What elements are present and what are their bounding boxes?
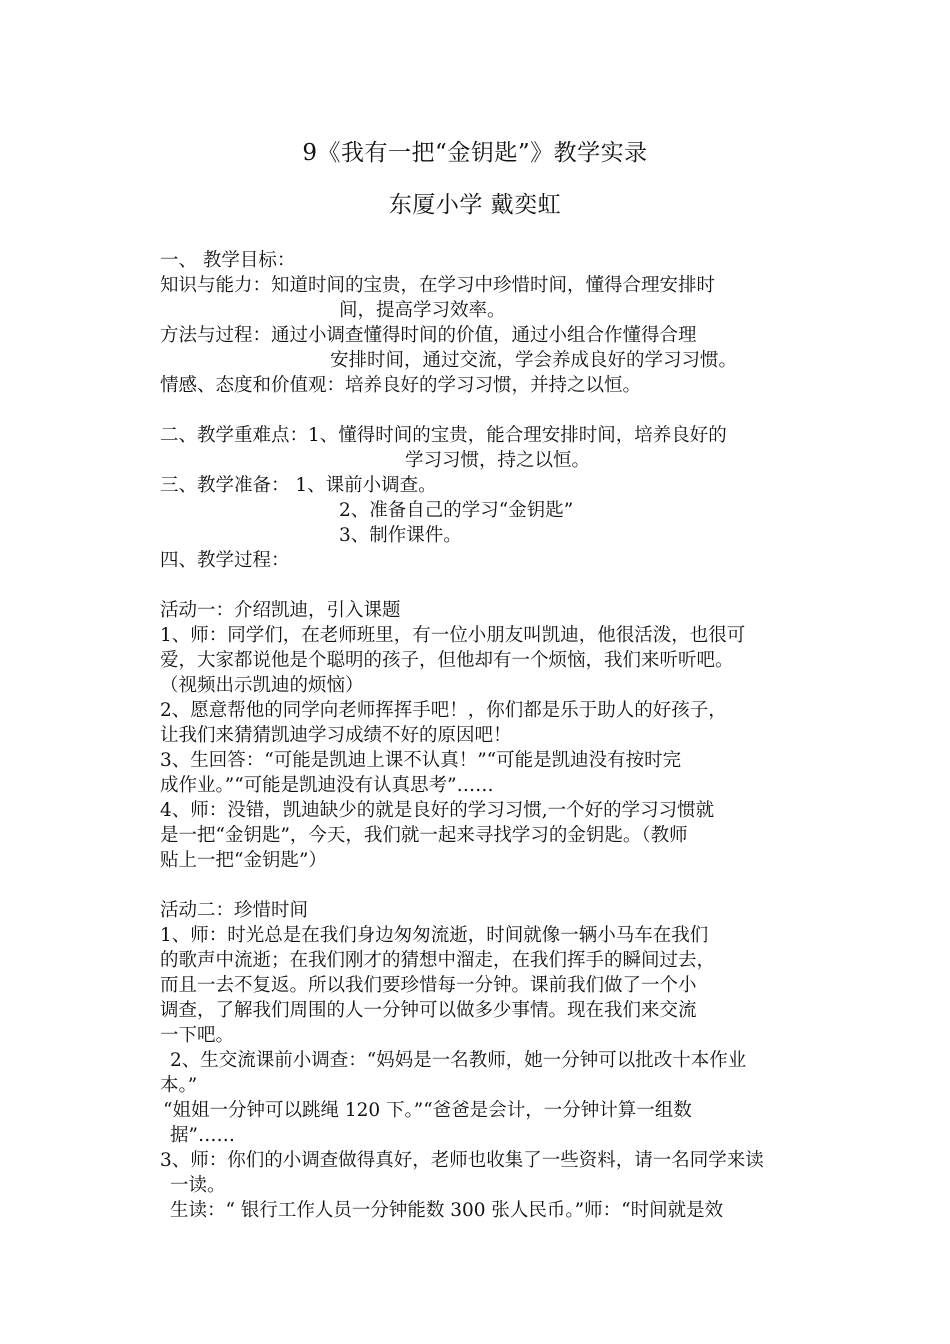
- text-line: 3、生回答：“可能是凯迪上课不认真！”“可能是凯迪没有按时完: [160, 750, 682, 771]
- text-line: 一、 教学目标：: [160, 250, 296, 271]
- text-line: 而且一去不复返。所以我们要珍惜每一分钟。课前我们做了一个小: [160, 975, 697, 996]
- text-line: 本。”: [160, 1075, 198, 1096]
- text-line: 成作业。”“可能是凯迪没有认真思考”……: [160, 775, 494, 796]
- text-line: 贴上一把“金钥匙”）: [160, 850, 327, 871]
- text-line: 调查，了解我们周围的人一分钟可以做多少事情。现在我们来交流: [160, 1000, 697, 1021]
- text-line: 三、教学准备： 1、课前小调查。: [160, 475, 437, 496]
- text-line: 让我们来猜猜凯迪学习成绩不好的原因吧！: [160, 725, 512, 746]
- text-line: 活动二：珍惜时间: [160, 900, 309, 921]
- text-line: 的歌声中流逝；在我们刚才的猜想中溜走，在我们挥手的瞬间过去，: [160, 950, 716, 971]
- text-line: 据”……: [170, 1125, 235, 1146]
- text-line: 2、准备自己的学习“金钥匙”: [339, 500, 574, 521]
- text-line: 是一把“金钥匙”，今天，我们就一起来寻找学习的金钥匙。（教师: [160, 825, 688, 846]
- text-line: 四、教学过程：: [160, 550, 290, 571]
- text-line: 爱，大家都说他是个聪明的孩子，但他却有一个烦恼，我们来听听吧。: [160, 650, 734, 671]
- text-line: 2、愿意帮他的同学向老师挥挥手吧！，你们都是乐于助人的好孩子，: [160, 700, 727, 721]
- text-line: 生读：“ 银行工作人员一分钟能数 300 张人民币。”师：“时间就是效: [170, 1200, 724, 1221]
- text-line: “姐姐一分钟可以跳绳 120 下。”“爸爸是会计，一分钟计算一组数: [163, 1100, 692, 1121]
- text-line: （视频出示凯迪的烦恼）: [160, 675, 364, 696]
- text-line: 一下吧。: [160, 1025, 235, 1046]
- text-line: 知识与能力：知道时间的宝贵，在学习中珍惜时间，懂得合理安排时: [160, 275, 716, 296]
- text-line: 情感、态度和价值观：培养良好的学习习惯，并持之以恒。: [160, 375, 642, 396]
- text-line: 学习习惯，持之以恒。: [405, 450, 591, 471]
- text-line: 4、师：没错，凯迪缺少的就是良好的学习习惯,一个好的学习习惯就: [160, 800, 715, 821]
- text-line: 一读。: [170, 1175, 226, 1196]
- document-author: 东厦小学 戴奕虹: [388, 192, 562, 218]
- text-line: 间，提高学习效率。: [339, 300, 506, 321]
- text-line: 1、师：时光总是在我们身边匆匆流逝，时间就像一辆小马车在我们: [160, 925, 709, 946]
- document-title: 9《我有一把“金钥匙”》教学实录: [302, 140, 648, 166]
- text-line: 活动一：介绍凯迪，引入课题: [160, 600, 401, 621]
- text-line: 3、师：你们的小调查做得真好，老师也收集了一些资料，请一名同学来读: [160, 1150, 764, 1171]
- text-line: 二、教学重难点：1、懂得时间的宝贵，能合理安排时间，培养良好的: [160, 425, 727, 446]
- text-line: 安排时间，通过交流，学会养成良好的学习习惯。: [330, 350, 738, 371]
- text-line: 1、师：同学们，在老师班里，有一位小朋友叫凯迪，他很活泼，也很可: [160, 625, 746, 646]
- text-line: 方法与过程：通过小调查懂得时间的价值，通过小组合作懂得合理: [160, 325, 697, 346]
- text-line: 2、生交流课前小调查：“妈妈是一名教师，她一分钟可以批改十本作业: [170, 1050, 747, 1071]
- text-line: 3、制作课件。: [339, 525, 462, 546]
